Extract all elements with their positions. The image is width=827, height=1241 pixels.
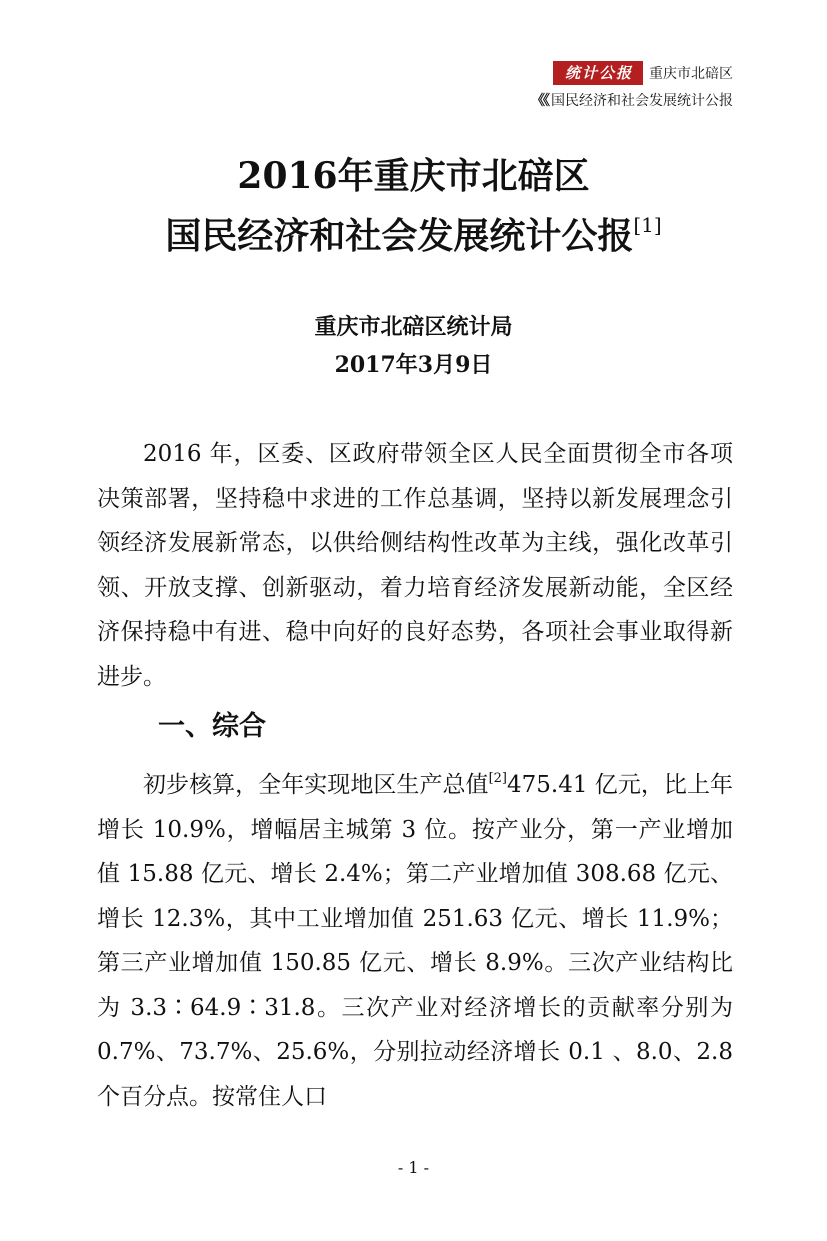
overview-rest: 475.41 亿元，比上年增长 10.9%，增幅居主城第 3 位。按产业分，第一产业增加值 15.88 亿元、增长 2.4%；第二产业增加值 308.68 亿元、增长 12.3%，其中工业增加值 251.63 亿元、增长 11.9%；第三产业增加值 150.85 亿元、增长 8.9%。三次产业结构比为 3.3∶64.9∶31.8。三次产业对经济增长的贡献率分别为 0.7%、73.7%、25.6%，分别拉动经济增长 0.1 、8.0、2.8 个百分点。按常住人口: [97, 772, 733, 1110]
bulletin-badge: 统计公报: [553, 61, 643, 85]
overview-paragraph: [97, 763, 733, 1119]
title-line-2-text: 国民经济和社会发展统计公报: [165, 215, 634, 257]
overview-footnote-ref: [2]: [488, 771, 507, 786]
header-subtitle: 国民经济和社会发展统计公报: [551, 93, 733, 109]
title-footnote-ref: [1]: [633, 213, 662, 237]
header-bottom-row: [531, 90, 733, 110]
overview-lead: 初步核算，全年实现地区生产总值: [143, 772, 489, 798]
section-heading-overview: 一、综合: [158, 711, 266, 742]
header-top-row: [531, 60, 733, 86]
author-org: 重庆市北碚区统计局: [314, 314, 513, 340]
double-chevron-left-icon: 《《: [531, 93, 548, 109]
header-region: 重庆市北碚区: [649, 66, 733, 82]
intro-paragraph: 2016 年，区委、区政府带领全区人民全面贯彻全市各项决策部署，坚持稳中求进的工作总基调，坚持以新发展理念引领经济发展新常态，以供给侧结构性改革为主线，强化改革引领、开放支撑、创新驱动，着力培育经济发展新动能，全区经济保持稳中有进、稳中向好的良好态势，各项社会事业取得新进步。: [97, 441, 733, 690]
page-number: - 1 -: [397, 1158, 430, 1177]
running-header: [531, 60, 733, 110]
document-title: [0, 146, 827, 266]
author-block: [0, 308, 827, 384]
publish-date: 2017年3月9日: [334, 352, 493, 378]
title-line-2: [0, 206, 827, 266]
title-line-1: 2016年重庆市北碚区: [237, 155, 590, 197]
